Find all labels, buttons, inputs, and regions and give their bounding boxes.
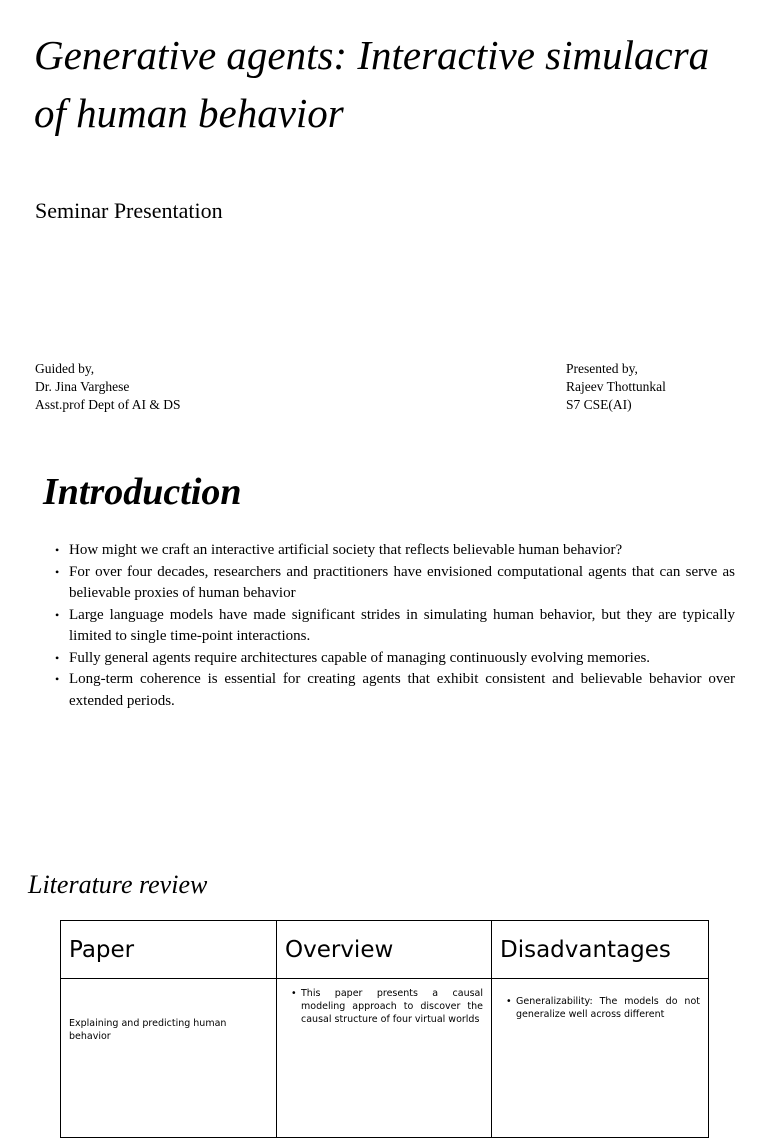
bullet-item: • How might we craft an interactive artificial society that reflects believable human behavior? [55,540,735,562]
bullet-item: • Large language models have made significant strides in simulating human behavior, but they are typically limited to single time-point interactions. [55,605,735,648]
introduction-bullets [55,540,735,712]
table-header-row [61,921,709,979]
guide-designation: Asst.prof Dept of AI & DS [35,397,181,412]
overview-bullet: • This paper presents a causal modeling approach to discover the causal structure of four virtual worlds [285,987,483,1026]
introduction-heading: Introduction [43,471,242,513]
bullet-item: • Long-term coherence is essential for creating agents that exhibit consistent and believable behavior over extended periods. [55,669,735,712]
bullet-item: • Fully general agents require architectures capable of managing continuously evolving memories. [55,648,735,670]
introduction-slide [0,440,768,850]
presentation-title: Generative agents: Interactive simulacra of human behavior [34,32,710,136]
header-disadvantages: Disadvantages [492,921,709,979]
presenter-class: S7 CSE(AI) [566,397,632,412]
table-row [61,979,709,1138]
cell-paper: Explaining and predicting human behavior [61,979,277,1138]
presentation-subtitle: Seminar Presentation [35,198,223,223]
presenter-name: Rajeev Thottunkal [566,379,666,394]
header-overview: Overview [277,921,492,979]
cell-disadvantages [492,979,709,1138]
presented-by-block [566,360,666,414]
title-slide [0,0,768,440]
literature-table [60,920,709,1138]
disadvantage-bullet: • Generalizability: The models do not generalize well across different [500,995,700,1021]
literature-review-heading: Literature review [28,870,208,899]
guided-by-block [35,360,181,414]
guide-name: Dr. Jina Varghese [35,379,130,394]
bullet-item: • For over four decades, researchers and practitioners have envisioned computational agents that can serve as believable proxies of human behavior [55,562,735,605]
header-paper: Paper [61,921,277,979]
literature-review-slide [0,850,768,1042]
cell-overview [277,979,492,1138]
presented-by-label: Presented by, [566,361,638,376]
guided-by-label: Guided by, [35,361,95,376]
